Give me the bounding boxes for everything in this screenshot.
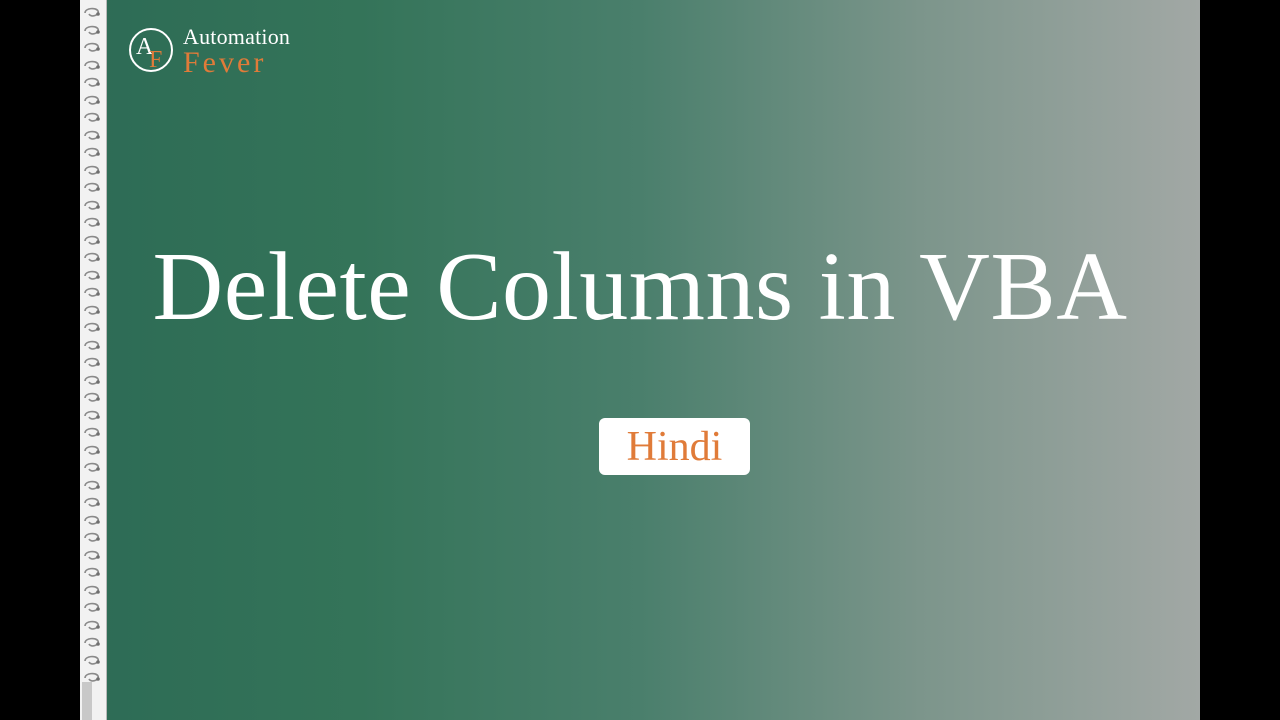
binding-ring-icon: [83, 514, 101, 528]
binding-ring-icon: [83, 636, 101, 650]
binding-ring-icon: [83, 374, 101, 388]
slide-title: Delete Columns in VBA: [152, 233, 1128, 341]
binding-ring-icon: [83, 531, 101, 545]
svg-text:A: A: [136, 34, 154, 60]
binding-ring-icon: [83, 356, 101, 370]
binding-ring-icon: [83, 426, 101, 440]
binding-ring-icon: [83, 619, 101, 633]
binding-ring-icon: [83, 654, 101, 668]
binding-ring-icon: [83, 444, 101, 458]
language-badge: [599, 418, 750, 475]
binding-ring-icon: [83, 111, 101, 125]
binding-ring-icon: [83, 164, 101, 178]
automation-fever-logo: [128, 24, 298, 80]
title-slide: [80, 0, 1200, 720]
binding-ring-icon: [83, 216, 101, 230]
binding-ring-icon: [83, 129, 101, 143]
binding-ring-icon: [83, 584, 101, 598]
binding-ring-icon: [83, 41, 101, 55]
binding-ring-icon: [83, 566, 101, 580]
binding-ring-icon: [83, 146, 101, 160]
binding-ring-icon: [83, 601, 101, 615]
binding-ring-icon: [83, 199, 101, 213]
language-badge-label: Hindi: [626, 423, 723, 470]
binding-ring-icon: [83, 549, 101, 563]
binding-ring-icon: [83, 461, 101, 475]
binding-ring-icon: [83, 59, 101, 73]
binding-ring-icon: [83, 391, 101, 405]
binding-ring-icon: [83, 409, 101, 423]
logo-text-bottom: Fever: [183, 46, 267, 79]
binding-ring-icon: [83, 94, 101, 108]
binding-ring-icon: [83, 6, 101, 20]
binding-ring-icon: [83, 181, 101, 195]
af-monogram-icon: [128, 27, 174, 73]
logo-text-top: Automation: [183, 24, 291, 49]
binding-ring-icon: [83, 671, 101, 685]
binding-ring-icon: [83, 496, 101, 510]
spiral-binding: [80, 0, 107, 720]
binding-ring-icon: [83, 76, 101, 90]
binding-ring-icon: [83, 24, 101, 38]
binding-ring-icon: [83, 479, 101, 493]
svg-text:F: F: [149, 47, 163, 73]
